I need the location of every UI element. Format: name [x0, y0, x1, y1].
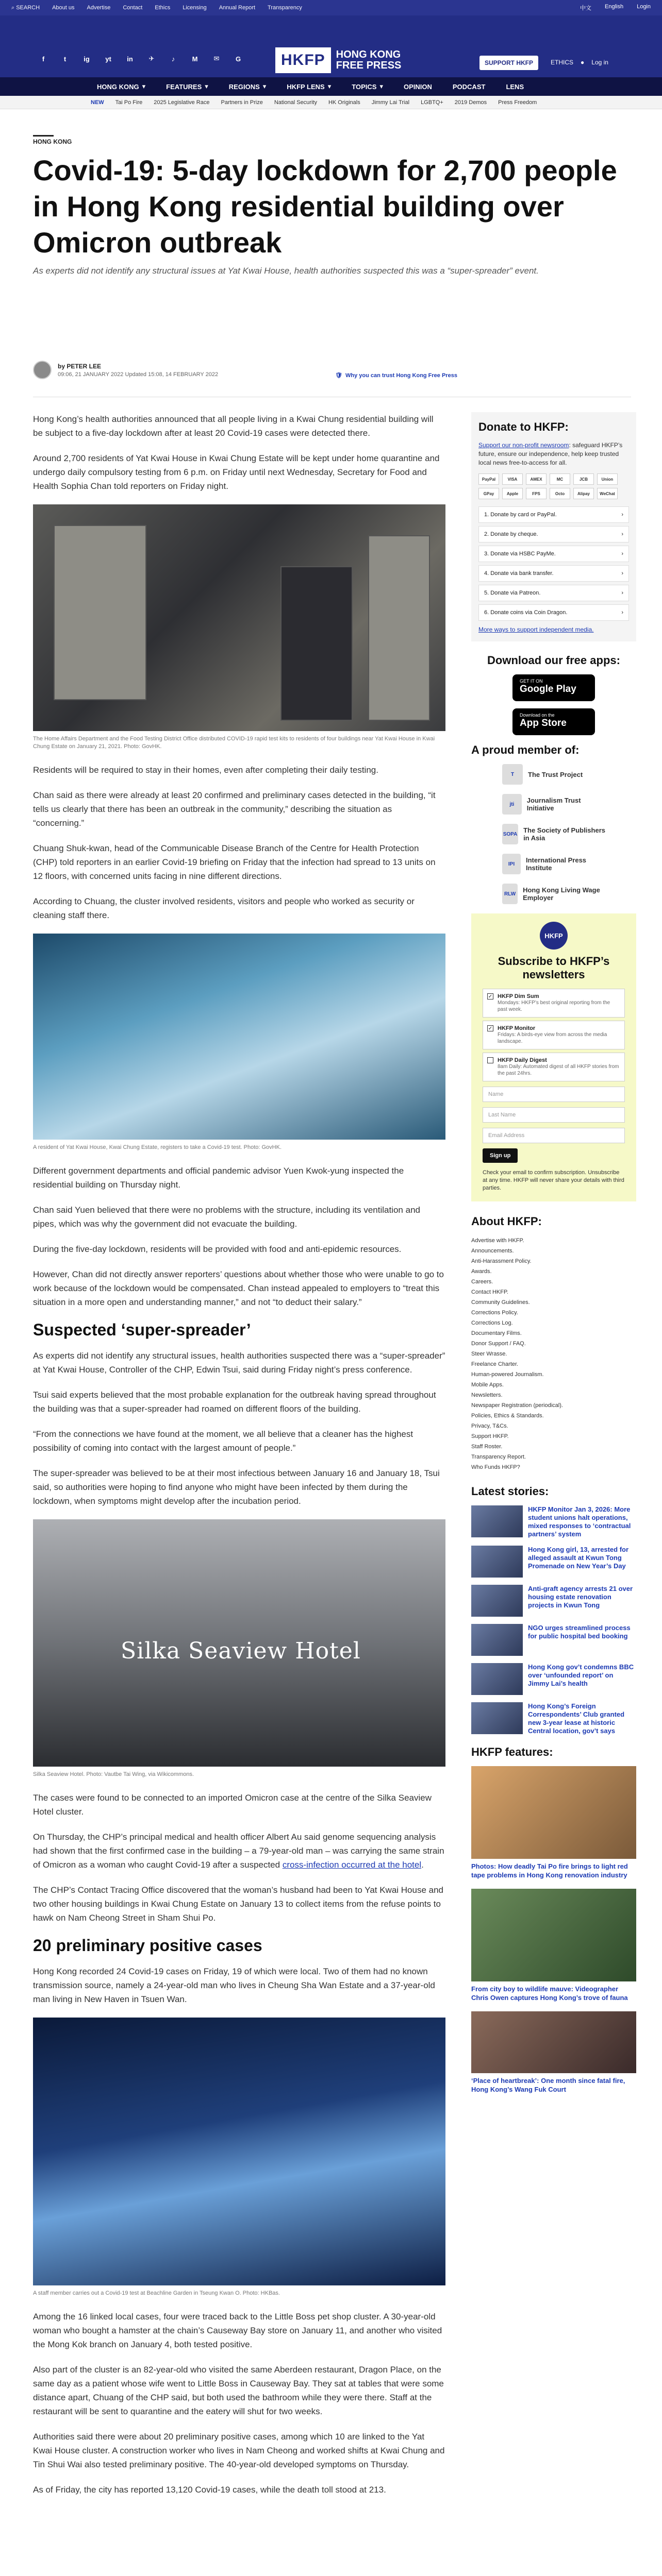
checkbox[interactable]: ✓: [488, 994, 493, 999]
payment-icon: Alipay: [573, 488, 594, 499]
search-link[interactable]: ⌕ SEARCH: [11, 4, 40, 11]
member-living-wage[interactable]: RLW Hong Kong Living Wage Employer: [502, 884, 605, 904]
page-title: Covid-19: 5-day lockdown for 2,700 people in Hong Kong residential building over Omicron outbreak: [33, 154, 617, 259]
newsletter-option-text: HKFP Monitor Fridays: A birds-eye view from across the media landscape.: [498, 1025, 607, 1044]
paragraph: “From the connections we have found at the moment, we all believe that a cleaner has the highest possibility of coming into contact with the largest amount of people.”: [33, 1429, 413, 1453]
feature-card[interactable]: ‘Place of heartbreak’: One month since fatal fire, Hong Kong’s Wang Fuk Court: [471, 2011, 636, 2094]
story-thumbnail: [471, 1702, 523, 1734]
payment-icon: AMEX: [526, 473, 547, 485]
list-item[interactable]: NGO urges streamlined process for public hospital bed booking: [471, 1624, 636, 1656]
topbar-link-advertise[interactable]: Advertise: [87, 5, 111, 11]
support-hkfp-button[interactable]: SUPPORT HKFP: [479, 56, 538, 70]
chevron-right-icon: ›: [621, 551, 623, 557]
about-link[interactable]: Who Funds HKFP?: [471, 1464, 520, 1470]
list-item[interactable]: Hong Kong gov’t condemns BBC over ‘unfounded report’ on Jimmy Lai’s health: [471, 1663, 636, 1695]
telegram-icon[interactable]: ✈: [148, 55, 155, 62]
about-list: [471, 1235, 636, 1472]
support-newsroom-link[interactable]: Support our non-profit newsroom: [478, 442, 569, 449]
chevron-down-icon: ▾: [205, 82, 208, 90]
site-logo[interactable]: [275, 47, 401, 73]
member-ipi[interactable]: IPI International Press Institute: [502, 854, 605, 874]
feature-image: [471, 2011, 636, 2073]
brand-login-link[interactable]: Log in: [591, 59, 608, 66]
byline: [33, 361, 218, 379]
story-thumbnail: [471, 1624, 523, 1656]
paragraph: Authorities said there were about 20 preliminary positive cases, among which 10 are linked to the Yat Kwai House cluster. A construction worker who lives in Nam Cheong and worked shifts at Kwai Chung and Tin Shui Wai also tested preliminary positive. The 40-year-old developed symptoms on Thursday.: [33, 2432, 445, 2469]
linkedin-icon[interactable]: in: [127, 55, 133, 63]
member-sopa[interactable]: SOPA The Society of Publishers in Asia: [502, 824, 605, 844]
topbar-right: [580, 4, 651, 12]
story-thumbnail: [471, 1546, 523, 1578]
about-link[interactable]: Anti-Harassment Policy.: [471, 1258, 532, 1264]
feature-image: [471, 1766, 636, 1859]
donate-option[interactable]: 2. Donate by cheque. ›: [478, 526, 629, 543]
chevron-right-icon: ›: [621, 512, 623, 518]
nav-features[interactable]: FEATURES ▾: [166, 82, 208, 91]
chevron-right-icon: ›: [621, 531, 623, 537]
search-icon: ⌕: [11, 4, 16, 11]
paragraph: According to Chuang, the cluster involved residents, visitors and people who worked as security or cleaning staff there.: [33, 896, 415, 920]
nav-lens[interactable]: LENS: [506, 82, 524, 91]
article-image[interactable]: [33, 1519, 445, 1767]
image-caption: The Home Affairs Department and the Food Testing District Office distributed COVID-19 rapid test kits to residents of four buildings near Yat Kwai House in Kwai Chung Estate on January 21, 2021. Photo: GovHK.: [33, 736, 435, 750]
paragraph: As experts did not identify any structural issues, health authorities suspected there was a “super-spreader” at Yat Kwai House, Controller of the CHP, Edwin Tsui, said during Friday night’s press conference.: [33, 1351, 445, 1375]
paragraph: Around 2,700 residents of Yat Kwai House in Kwai Chung Estate will be kept under home quarantine and undergo daily compulsory testing from 6 p.m. on Friday until next Wednesday, Secretary for Food and Health Sophia Chan told reporters on Friday night.: [33, 453, 440, 491]
payment-icon: VISA: [502, 473, 523, 485]
topbar-link-transparency[interactable]: Transparency: [268, 5, 302, 11]
newsletter-option[interactable]: [483, 989, 625, 1018]
list-item[interactable]: Hong Kong’s Foreign Correspondents’ Club granted new 3-year lease at historic Central location, gov’t says: [471, 1702, 636, 1735]
paragraph: Hong Kong’s health authorities announced that all people living in a Kwai Chung residential building will be subject to a five-day lockdown after at least 20 Covid-19 cases were detected there.: [33, 414, 434, 438]
about-link[interactable]: Community Guidelines.: [471, 1299, 530, 1306]
image-caption: A resident of Yat Kwai House, Kwai Chung Estate, registers to take a Covid-19 test. Photo: GovHK.: [33, 1144, 282, 1150]
shield-icon: 🛡: [335, 372, 342, 379]
about-link[interactable]: Steer Wrasse.: [471, 1351, 507, 1357]
trending-link[interactable]: National Security: [274, 99, 317, 106]
about-link[interactable]: Newsletters.: [471, 1392, 503, 1398]
mailbox-shape: [54, 525, 146, 700]
paragraph: The CHP’s Contact Tracing Office discovered that the woman’s husband had been to Yat Kwai House and two other housing buildings in Kwai Chung Estate on January 13 to collect items from the refuse points to hawk on Nam Cheong Street in Sham Shui Po.: [33, 1885, 444, 1923]
ethics-link[interactable]: ETHICS: [551, 59, 574, 66]
figure: [33, 1519, 445, 1778]
article-body: [33, 412, 445, 2508]
topbar-link-annual-report[interactable]: Annual Report: [219, 5, 256, 11]
twitter-icon[interactable]: t: [63, 55, 67, 63]
trending-link[interactable]: 2025 Legislative Race: [154, 99, 210, 106]
payment-icon: WeChat: [597, 488, 618, 499]
paragraph: Chan said as there were already at least 20 confirmed and preliminary cases detected in the building, “it tells us clearly that there has been an outbreak in the community,” describing the situation as “concerning.”: [33, 790, 436, 828]
about-link[interactable]: Careers.: [471, 1279, 493, 1285]
chevron-down-icon: ▾: [379, 82, 383, 90]
image-caption: Silka Seaview Hotel. Photo: Vautbe Tai Wing, via Wikicommons.: [33, 1771, 194, 1777]
about-link[interactable]: Corrections Log.: [471, 1320, 513, 1326]
paragraph: Chuang Shuk-kwan, head of the Communicable Disease Branch of the Centre for Health Protection (CHP) told reporters in an earlier Covid-19 briefing on Friday that the infection had spread to 13 units on 12 floors, with concerned units facing in nine different directions.: [33, 843, 436, 881]
chevron-down-icon: ▾: [327, 82, 332, 90]
standfirst: As experts did not identify any structural issues at Yat Kwai House, health authorities suspected this was a “super-spreader” event.: [33, 266, 539, 276]
name-field[interactable]: Name: [483, 1087, 625, 1102]
figure: [33, 504, 445, 751]
checkbox[interactable]: ✓: [488, 1026, 493, 1031]
logo-mark: HKFP: [275, 47, 331, 73]
main-nav: [0, 77, 662, 96]
top-utility-bar: [0, 0, 662, 15]
payment-icon: PayPal: [478, 473, 499, 485]
logo-wordmark: HONG KONG FREE PRESS: [336, 49, 402, 71]
new-badge: NEW: [91, 99, 104, 106]
login-link[interactable]: Login: [637, 4, 651, 10]
person-shape: [280, 566, 353, 721]
user-icon[interactable]: ●: [581, 59, 585, 66]
paragraph: Residents will be required to stay in their homes, even after completing their daily testing.: [33, 765, 378, 775]
checkbox[interactable]: [487, 1057, 493, 1063]
paragraph: The super-spreader was believed to be at their most infectious between January 16 and January 18, Tsui said, so authorities were hoping to find anyone who might have been infected by them during the lockdown, when symptoms might develop after the incubation period.: [33, 1468, 440, 1506]
payment-icon: Apple: [502, 488, 523, 499]
payment-icon: FPS: [526, 488, 547, 499]
about-link[interactable]: Contact HKFP.: [471, 1289, 508, 1295]
about-link[interactable]: Documentary Films.: [471, 1330, 522, 1336]
lang-english[interactable]: English: [605, 4, 624, 10]
brand-bar: [0, 15, 662, 77]
feature-card[interactable]: From city boy to wildlife mauve: Videographer Chris Owen captures Hong Kong’s trove of fauna: [471, 1889, 636, 2002]
donate-option[interactable]: 4. Donate via bank transfer. ›: [478, 565, 629, 582]
paragraph: Chan said Yuen believed that there were no problems with the structure, including its ventilation and pipes, which was why the government did not evacuate the building.: [33, 1205, 420, 1229]
payment-icon: Octo: [550, 488, 570, 499]
paragraph: The cases were found to be connected to an imported Omicron case at the centre of the Silka Seaview Hotel cluster.: [33, 1793, 432, 1817]
article-image[interactable]: [33, 934, 445, 1140]
paragraph: Tsui said experts believed that the most probable explanation for the outbreak having spread throughout the building was that a super-spreader had roamed on different floors of the building.: [33, 1390, 436, 1414]
about-link[interactable]: Corrections Policy.: [471, 1310, 518, 1316]
newsletter-option-text: HKFP Dim Sum Mondays: HKFP’s best original reporting from the past week.: [498, 993, 610, 1012]
nav-hong-kong[interactable]: HONG KONG ▾: [97, 82, 146, 91]
about-link[interactable]: Policies, Ethics & Standards.: [471, 1413, 544, 1419]
paragraph: Among the 16 linked local cases, four were traced back to the Little Boss pet shop cluster. A 30-year-old woman who bought a hamster at the chain’s Causeway Bay store on January 11, and another who visited the Mong Kok branch on January 4, both tested positive.: [33, 2312, 442, 2349]
paragraph: During the five-day lockdown, residents will be provided with food and anti-epidemic resources.: [33, 1244, 402, 1254]
donate-option[interactable]: 1. Donate by card or PayPal. ›: [478, 506, 629, 523]
list-item[interactable]: Anti-graft agency arrests 21 over housing estate renovation projects in Kwun Tong: [471, 1585, 636, 1617]
newsletter-option-text: HKFP Daily Digest 8am Daily: Automated digest of all HKFP stories from the past 24hrs.: [498, 1057, 619, 1076]
payment-icon: JCB: [573, 473, 594, 485]
subheading: 20 preliminary positive cases: [33, 1936, 262, 1955]
figure: [33, 2018, 445, 2297]
about-link[interactable]: Freelance Charter.: [471, 1361, 519, 1367]
chevron-down-icon: ▾: [142, 82, 146, 90]
topbar-link-licensing[interactable]: Licensing: [183, 5, 207, 11]
topbar-link-about[interactable]: About us: [52, 5, 75, 11]
instagram-icon[interactable]: ig: [84, 55, 90, 63]
about-link[interactable]: Human-powered Journalism.: [471, 1371, 544, 1378]
list-item[interactable]: Hong Kong girl, 13, arrested for alleged assault at Kwun Tong Promenade on New Year’s Day: [471, 1546, 636, 1578]
payment-icon: Union: [597, 473, 618, 485]
google-play-button[interactable]: GET IT ON Google Play: [512, 674, 595, 701]
paragraph: Hong Kong recorded 24 Covid-19 cases on Friday, 19 of which were local. Two of them had no known transmission source, namely a 24-year-old man who lives in Cheung Sha Wan Estate and a 37-year-old man living in New Haven in Tsuen Wan.: [33, 1967, 435, 2004]
newsletter-title: Subscribe to HKFP’s newsletters: [498, 955, 610, 981]
publish-dates: 09:06, 21 JANUARY 2022 Updated 15:08, 14 FEBRUARY 2022: [58, 371, 219, 378]
chevron-right-icon: ›: [621, 590, 623, 596]
feature-card[interactable]: Photos: How deadly Tai Po fire brings to light red tape problems in Hong Kong renovation industry: [471, 1766, 636, 1879]
newsletter-option[interactable]: [483, 1021, 625, 1049]
social-links: [38, 54, 243, 64]
trending-link[interactable]: HK Originals: [328, 99, 360, 106]
tiktok-icon[interactable]: ♪: [171, 55, 175, 63]
about-link[interactable]: Awards.: [471, 1268, 492, 1275]
trending-bar: [0, 96, 662, 109]
about-link[interactable]: Newspaper Registration (periodical).: [471, 1402, 563, 1409]
lang-chinese[interactable]: 中文: [580, 5, 591, 11]
about-link[interactable]: Donor Support / FAQ.: [471, 1341, 526, 1347]
story-thumbnail: [471, 1663, 523, 1695]
story-thumbnail: [471, 1585, 523, 1617]
brand-right-links: [551, 59, 608, 66]
more-ways-link[interactable]: More ways to support independent media.: [478, 626, 594, 633]
trending-link[interactable]: Partners in Prize: [221, 99, 263, 106]
donate-option[interactable]: 3. Donate via HSBC PayMe. ›: [478, 546, 629, 562]
payment-icon: MC: [550, 473, 570, 485]
paragraph: Also part of the cluster is an 82-year-old who visited the same Aberdeen restaurant, Dragon Place, on the same day as a patient whose wife went to Little Boss in Causeway Bay. They sat at tables that were some distance apart, Chuang of the CHP said, but both used the bathroom while they were there. Staff at the restaurant will be sent to quarantine and the eatery will shut for two weeks.: [33, 2365, 444, 2416]
latest-title: Latest stories:: [471, 1485, 549, 1498]
donate-title: Donate to HKFP:: [478, 420, 569, 433]
donate-option[interactable]: 6. Donate coins via Coin Dragon. ›: [478, 604, 629, 621]
nav-regions[interactable]: REGIONS ▾: [228, 82, 267, 91]
hkfp-logo: HKFP: [540, 922, 568, 950]
mailbox-shape: [368, 535, 430, 721]
last-name-field[interactable]: Last Name: [483, 1107, 625, 1123]
feature-image: [471, 1889, 636, 1981]
nav-opinion[interactable]: OPINION: [403, 82, 432, 91]
app-store-button[interactable]: Download on the App Store: [512, 708, 595, 735]
jti-icon: jti: [502, 794, 522, 815]
hotel-infection-link[interactable]: cross-infection occurred at the hotel: [282, 1860, 422, 1870]
about-link[interactable]: Transparency Report.: [471, 1454, 526, 1460]
member-title: A proud member of:: [471, 743, 580, 756]
chevron-down-icon: ▾: [262, 82, 267, 90]
byline-text: [58, 363, 218, 378]
avatar: [33, 361, 52, 379]
trending-link[interactable]: 2019 Demos: [454, 99, 487, 106]
trust-project-icon: T: [502, 764, 523, 785]
about-link[interactable]: Mobile Apps.: [471, 1382, 504, 1388]
mastodon-icon[interactable]: M: [192, 55, 198, 63]
payment-methods: [478, 473, 629, 499]
newsletter-note: Check your email to confirm subscription. Unsubscribe at any time. HKFP will never share your details with third parties.: [483, 1170, 624, 1191]
paragraph: However, Chan did not directly answer reporters’ questions about whether those who were unable to go to work because of the lockdown would be compensated. Chan instead appealed to employers to “treat this situation in a more open and understanding manner,” and not “to deduct their salary.”: [33, 1269, 444, 1307]
nav-podcast[interactable]: PODCAST: [452, 82, 486, 91]
apps-title: Download our free apps:: [487, 654, 620, 667]
donate-box: [471, 412, 636, 641]
list-item[interactable]: HKFP Monitor Jan 3, 2026: More student unions halt operations, mixed responses to ‘contractual partners’ system: [471, 1505, 636, 1538]
newsletter-option[interactable]: [483, 1053, 625, 1081]
about-link[interactable]: Staff Roster.: [471, 1444, 503, 1450]
article-image[interactable]: [33, 504, 445, 731]
story-thumbnail: [471, 1505, 523, 1537]
sidebar: [471, 412, 636, 2103]
nav-hkfp-lens[interactable]: HKFP LENS ▾: [287, 82, 332, 91]
topbar-link-contact[interactable]: Contact: [123, 5, 143, 11]
google-news-icon[interactable]: G: [235, 55, 241, 63]
article-image[interactable]: [33, 2018, 445, 2285]
trending-link[interactable]: LGBTQ+: [421, 99, 443, 106]
trending-link[interactable]: Press Freedom: [498, 99, 537, 106]
about-link[interactable]: Advertise with HKFP.: [471, 1238, 524, 1244]
paragraph: As of Friday, the city has reported 13,120 Covid-19 cases, while the death toll stood at 213.: [33, 2485, 386, 2495]
youtube-icon[interactable]: yt: [105, 55, 111, 63]
author-name[interactable]: by PETER LEE: [58, 362, 102, 370]
image-caption: A staff member carries out a Covid-19 test at Beachline Garden in Tseung Kwan O. Photo: HKBas.: [33, 2290, 280, 2296]
chevron-right-icon: ›: [621, 570, 623, 577]
about-link[interactable]: Announcements.: [471, 1248, 514, 1254]
topbar-link-ethics[interactable]: Ethics: [155, 5, 171, 11]
sign-up-button[interactable]: Sign up: [483, 1148, 518, 1163]
figure: [33, 934, 445, 1151]
donate-text: Support our non-profit newsroom: safeguard HKFP’s future, ensure our independence, help keep trusted local news free-to-access for all.: [478, 442, 623, 466]
nav-topics[interactable]: TOPICS ▾: [352, 82, 383, 91]
newsletter-box: [471, 913, 636, 1201]
ipi-icon: IPI: [502, 854, 521, 874]
member-trust-project[interactable]: T The Trust Project: [502, 764, 605, 785]
facebook-icon[interactable]: f: [42, 55, 45, 63]
donate-option[interactable]: 5. Donate via Patreon. ›: [478, 585, 629, 601]
member-jti[interactable]: jti Journalism Trust Initiative: [502, 794, 605, 815]
section-label[interactable]: HONG KONG: [33, 138, 72, 145]
sopa-icon: SOPA: [502, 824, 518, 844]
about-link[interactable]: Privacy, T&Cs.: [471, 1423, 508, 1429]
features-title: HKFP features:: [471, 1745, 553, 1758]
paragraph: On Thursday, the CHP’s principal medical and health officer Albert Au said genome sequencing analysis had shown that the first confirmed case in the building – a 79-year-old man – was carrying the same strain of Omicron as a woman who caught Covid-19 after a suspected cross-infection occurred at the hotel.: [33, 1832, 444, 1870]
email-icon[interactable]: ✉: [213, 55, 220, 62]
section-rule: [33, 135, 54, 137]
paragraph: Different government departments and official pandemic advisor Yuen Kwok-yung inspected the residential building on Thursday night.: [33, 1166, 404, 1190]
hotel-sign: Silka Seaview Hotel: [121, 1638, 361, 1664]
trending-link[interactable]: Tai Po Fire: [115, 99, 143, 106]
trending-link[interactable]: Jimmy Lai Trial: [371, 99, 410, 106]
about-title: About HKFP:: [471, 1215, 542, 1228]
about-link[interactable]: Support HKFP.: [471, 1433, 509, 1439]
chevron-right-icon: ›: [621, 609, 623, 616]
email-field[interactable]: Email Address: [483, 1128, 625, 1143]
trust-link[interactable]: 🛡 Why you can trust Hong Kong Free Press: [335, 372, 457, 379]
subheading: Suspected ‘super-spreader’: [33, 1320, 251, 1339]
payment-icon: GPay: [478, 488, 499, 499]
living-wage-icon: RLW: [502, 884, 518, 904]
